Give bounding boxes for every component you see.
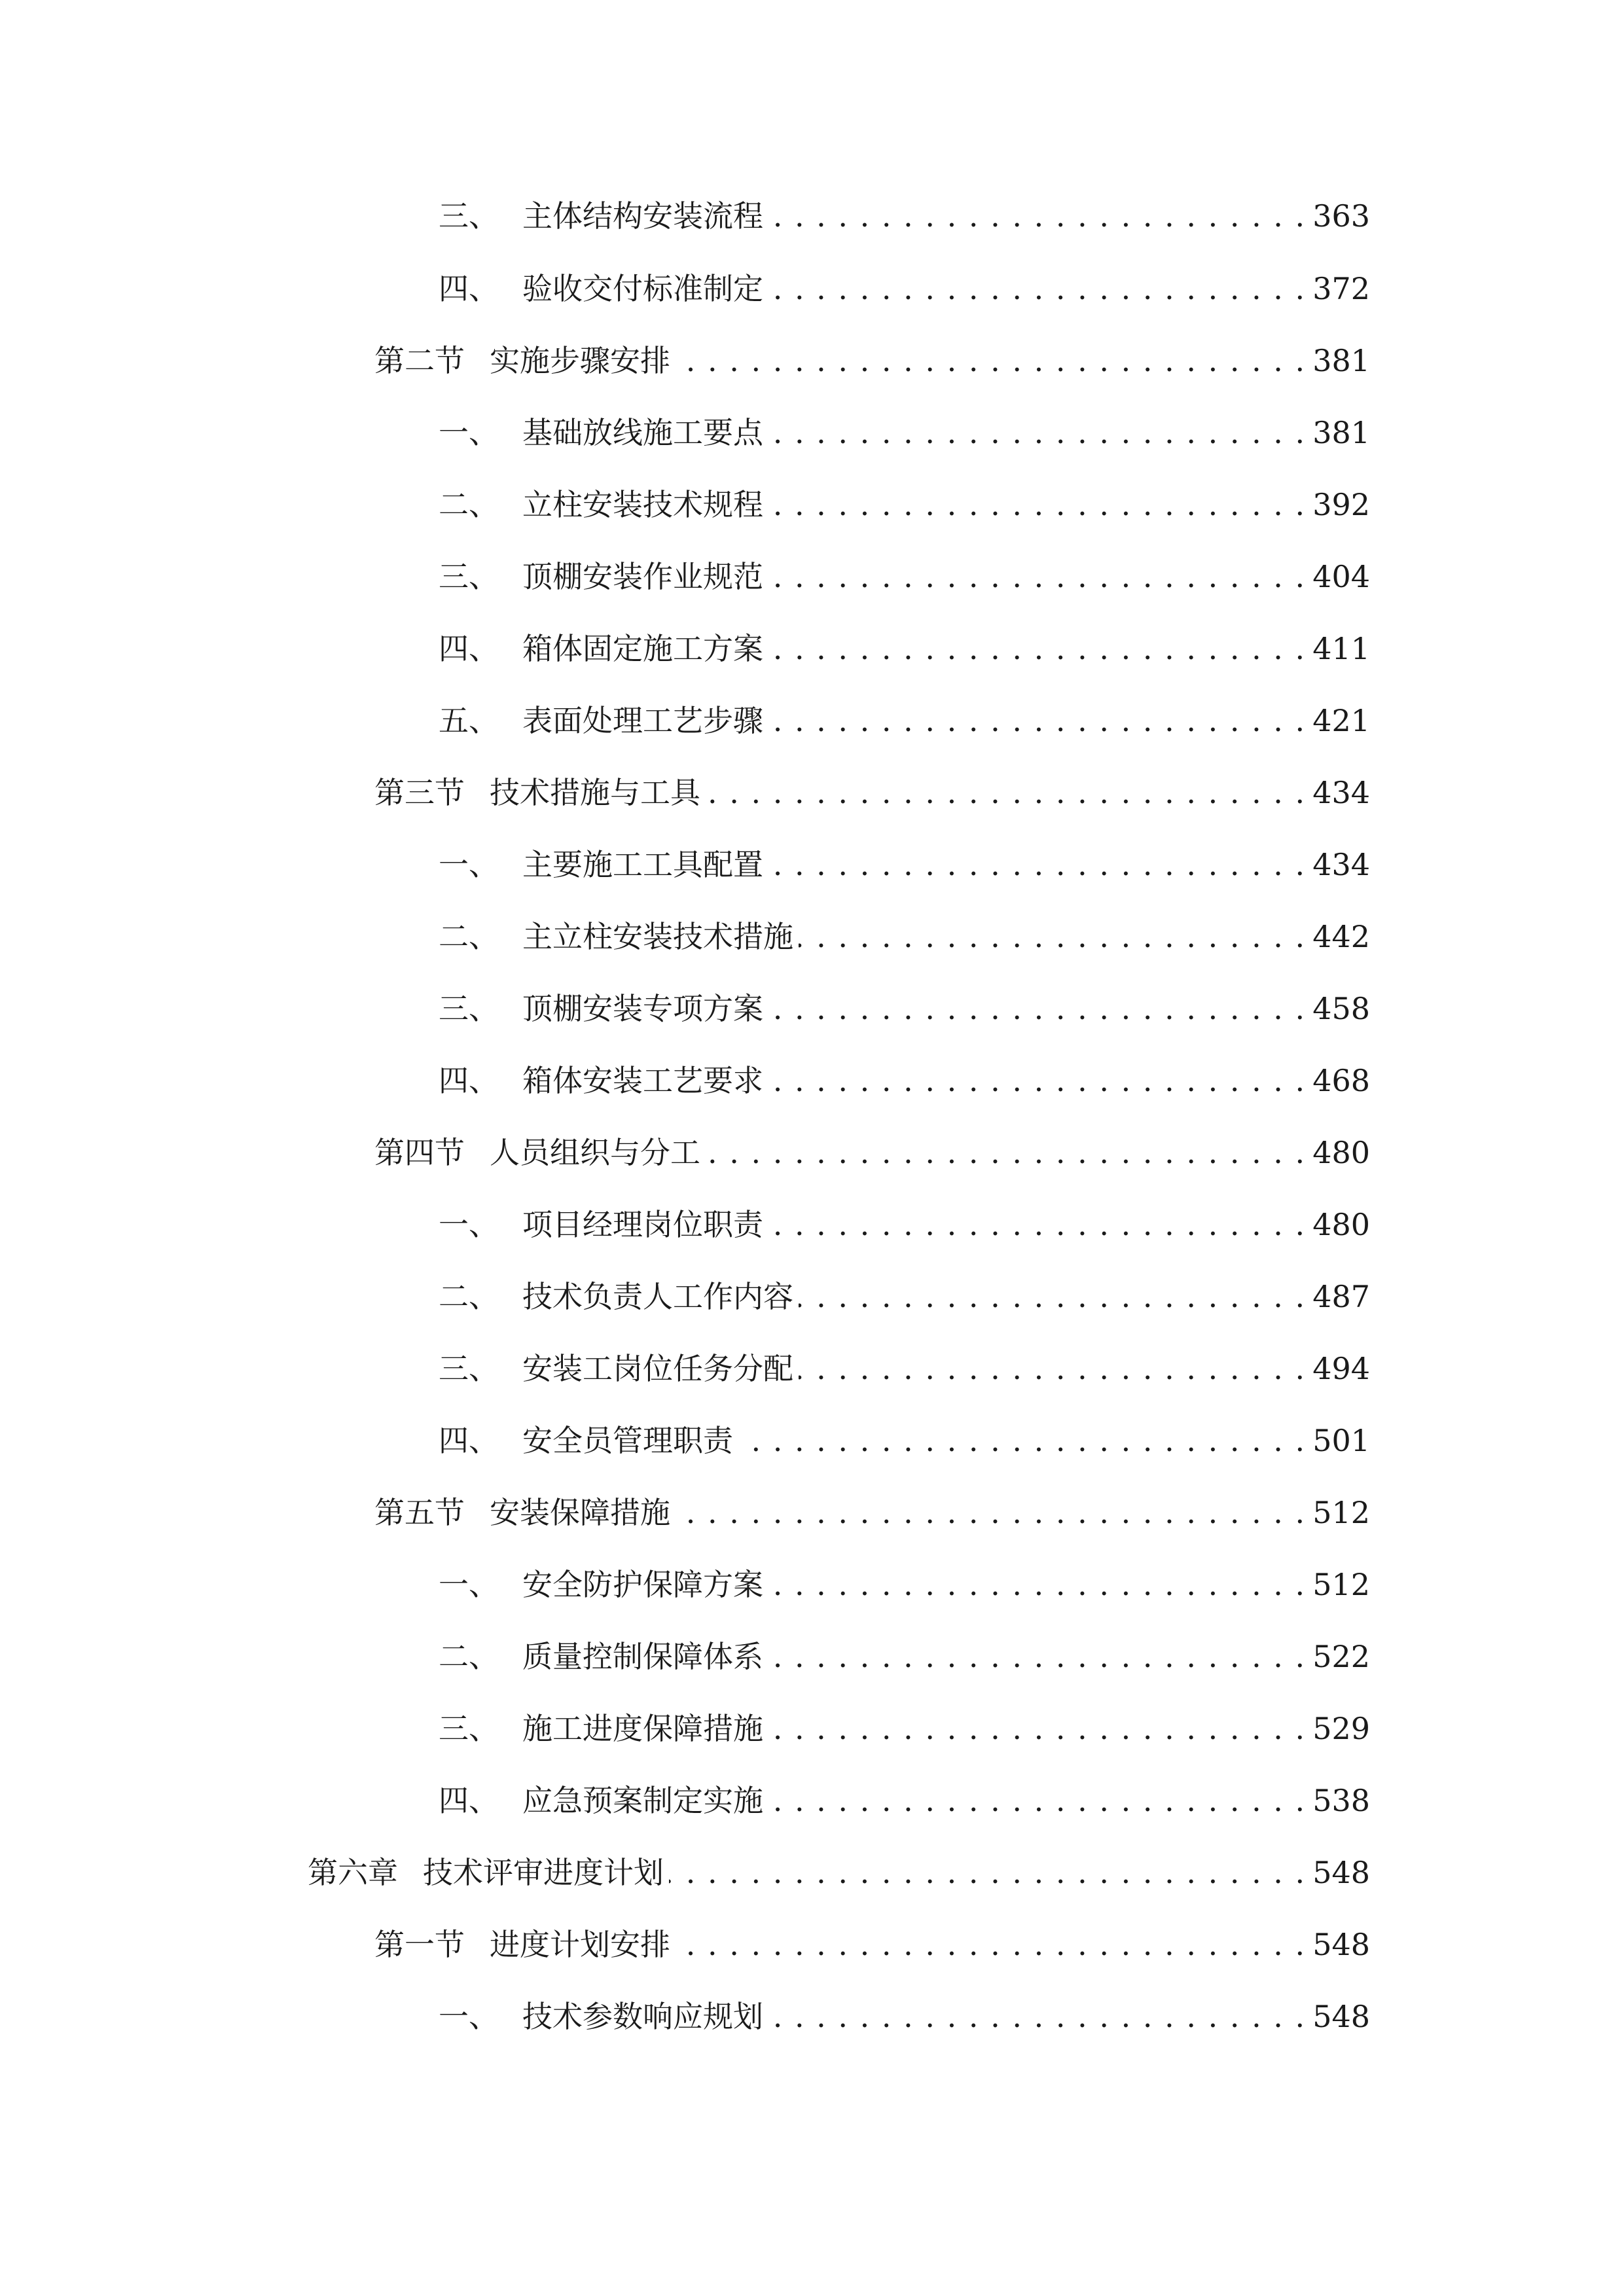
toc-entry-page: 480	[1312, 1135, 1370, 1170]
toc-dot-leader	[768, 986, 1306, 1031]
toc-entry-title: 安装保障措施	[490, 1495, 670, 1530]
toc-entry[interactable]	[374, 1130, 1370, 1175]
toc-entry-number: 二、	[439, 1639, 499, 1674]
toc-dot-leader	[768, 626, 1306, 672]
toc-entry-page: 434	[1312, 775, 1370, 810]
toc-entry[interactable]	[308, 1850, 1370, 1895]
toc-entry[interactable]	[374, 770, 1370, 816]
toc-entry[interactable]	[439, 698, 1370, 744]
toc-entry-number: 第四节	[374, 1135, 465, 1170]
toc-entry-page: 538	[1312, 1783, 1370, 1818]
toc-entry-title: 进度计划安排	[490, 1927, 670, 1962]
toc-entry-title: 质量控制保障体系	[522, 1639, 763, 1674]
toc-dot-leader	[768, 1994, 1306, 2039]
toc-entry-page: 529	[1312, 1711, 1370, 1746]
toc-dot-leader	[676, 1490, 1306, 1535]
toc-entry-title: 技术评审进度计划	[423, 1855, 664, 1890]
toc-entry-page: 372	[1312, 271, 1370, 306]
toc-entry-title: 验收交付标准制定	[522, 271, 763, 306]
toc-entry-page: 548	[1312, 1855, 1370, 1890]
toc-entry[interactable]	[439, 1634, 1370, 1679]
toc-entry-number: 三、	[439, 991, 499, 1026]
toc-entry-number: 四、	[439, 631, 499, 666]
toc-entry-page: 404	[1312, 559, 1370, 594]
toc-dot-leader	[768, 554, 1306, 600]
toc-entry[interactable]	[439, 266, 1370, 312]
toc-entry[interactable]	[439, 1706, 1370, 1751]
toc-entry[interactable]	[439, 482, 1370, 528]
toc-entry-title: 安全防护保障方案	[522, 1567, 763, 1602]
toc-entry-number: 四、	[439, 1063, 499, 1098]
toc-dot-leader	[768, 1058, 1306, 1103]
toc-entry-page: 512	[1312, 1495, 1370, 1530]
toc-entry-number: 二、	[439, 919, 499, 954]
toc-entry-title: 表面处理工艺步骤	[522, 703, 763, 738]
toc-entry[interactable]	[439, 1778, 1370, 1823]
toc-entry-page: 548	[1312, 1999, 1370, 2034]
toc-entry-page: 458	[1312, 991, 1370, 1026]
toc-entry-title: 安装工岗位任务分配	[522, 1351, 793, 1386]
toc-dot-leader	[768, 266, 1306, 312]
toc-entry[interactable]	[439, 1418, 1370, 1463]
toc-dot-leader	[676, 338, 1306, 384]
toc-entry-title: 应急预案制定实施	[522, 1783, 763, 1818]
toc-entry-number: 二、	[439, 1279, 499, 1314]
toc-dot-leader	[799, 1346, 1306, 1391]
toc-entry-page: 468	[1312, 1063, 1370, 1098]
toc-entry-number: 四、	[439, 1783, 499, 1818]
toc-dot-leader	[768, 1706, 1306, 1751]
toc-entry-title: 主要施工工具配置	[522, 847, 763, 882]
toc-entry-number: 第六章	[308, 1855, 398, 1890]
toc-dot-leader	[768, 193, 1306, 239]
toc-entry[interactable]	[374, 1922, 1370, 1967]
toc-entry[interactable]	[374, 1490, 1370, 1535]
toc-entry-number: 三、	[439, 1351, 499, 1386]
toc-entry[interactable]	[439, 842, 1370, 888]
toc-dot-leader	[768, 482, 1306, 528]
toc-entry-title: 箱体固定施工方案	[522, 631, 763, 666]
toc-dot-leader	[738, 1418, 1306, 1463]
toc-entry-page: 512	[1312, 1567, 1370, 1602]
toc-entry-number: 五、	[439, 703, 499, 738]
toc-entry[interactable]	[439, 193, 1370, 239]
toc-entry[interactable]	[439, 1562, 1370, 1607]
toc-dot-leader	[768, 842, 1306, 888]
toc-entry-number: 三、	[439, 198, 499, 234]
toc-entry-title: 技术措施与工具	[490, 775, 700, 810]
toc-entry-page: 487	[1312, 1279, 1370, 1314]
toc-entry-page: 411	[1312, 631, 1370, 666]
toc-dot-leader	[768, 698, 1306, 744]
toc-entry-number: 三、	[439, 559, 499, 594]
toc-entry-number: 一、	[439, 415, 499, 450]
toc-entry-page: 501	[1312, 1423, 1370, 1458]
toc-entry-number: 一、	[439, 1567, 499, 1602]
toc-entry-title: 施工进度保障措施	[522, 1711, 763, 1746]
toc-dot-leader	[799, 1274, 1306, 1319]
toc-entry[interactable]	[439, 1994, 1370, 2039]
toc-entry-title: 箱体安装工艺要求	[522, 1063, 763, 1098]
toc-dot-leader	[768, 410, 1306, 456]
toc-entry-number: 第三节	[374, 775, 465, 810]
toc-entry-title: 安全员管理职责	[522, 1423, 733, 1458]
toc-dot-leader	[768, 1778, 1306, 1823]
toc-entry-title: 顶棚安装专项方案	[522, 991, 763, 1026]
toc-entry-number: 第一节	[374, 1927, 465, 1962]
toc-entry-page: 548	[1312, 1927, 1370, 1962]
toc-entry-page: 392	[1312, 487, 1370, 522]
toc-entry-number: 四、	[439, 271, 499, 306]
toc-dot-leader	[676, 1922, 1306, 1967]
toc-dot-leader	[768, 1634, 1306, 1679]
toc-entry[interactable]	[439, 1202, 1370, 1247]
toc-entry[interactable]	[439, 914, 1370, 960]
toc-entry-number: 第二节	[374, 343, 465, 378]
toc-entry-number: 二、	[439, 487, 499, 522]
toc-entry-number: 一、	[439, 847, 499, 882]
toc-entry-number: 四、	[439, 1423, 499, 1458]
toc-entry-page: 434	[1312, 847, 1370, 882]
toc-entry-number: 三、	[439, 1711, 499, 1746]
toc-entry-page: 381	[1312, 343, 1370, 378]
toc-entry[interactable]	[439, 626, 1370, 672]
toc-dot-leader	[768, 1202, 1306, 1247]
toc-entry[interactable]	[439, 554, 1370, 600]
toc-entry-page: 381	[1312, 415, 1370, 450]
toc-entry-title: 顶棚安装作业规范	[522, 559, 763, 594]
toc-entry-number: 第五节	[374, 1495, 465, 1530]
toc-dot-leader	[799, 914, 1306, 960]
toc-entry-page: 421	[1312, 703, 1370, 738]
toc-entry-page: 442	[1312, 919, 1370, 954]
toc-entry-page: 480	[1312, 1207, 1370, 1242]
toc-entry[interactable]	[374, 338, 1370, 384]
toc-entry-title: 主体结构安装流程	[522, 198, 763, 234]
toc-dot-leader	[706, 770, 1306, 816]
toc-entry-title: 基础放线施工要点	[522, 415, 763, 450]
toc-entry-number: 一、	[439, 1999, 499, 2034]
toc-entry[interactable]	[439, 1274, 1370, 1319]
toc-entry-title: 技术参数响应规划	[522, 1999, 763, 2034]
toc-entry-title: 立柱安装技术规程	[522, 487, 763, 522]
toc-entry[interactable]	[439, 1346, 1370, 1391]
toc-entry[interactable]	[439, 1058, 1370, 1103]
toc-dot-leader	[706, 1130, 1306, 1175]
toc-entry[interactable]	[439, 986, 1370, 1031]
toc-entry-number: 一、	[439, 1207, 499, 1242]
toc-entry-title: 主立柱安装技术措施	[522, 919, 793, 954]
toc-entry-title: 技术负责人工作内容	[522, 1279, 793, 1314]
toc-entry-title: 人员组织与分工	[490, 1135, 700, 1170]
toc-entry-page: 494	[1312, 1351, 1370, 1386]
toc-entry-page: 363	[1312, 198, 1370, 234]
toc-entry-page: 522	[1312, 1639, 1370, 1674]
toc-entry-title: 实施步骤安排	[490, 343, 670, 378]
toc-entry[interactable]	[439, 410, 1370, 456]
toc-dot-leader	[669, 1850, 1306, 1895]
toc-dot-leader	[768, 1562, 1306, 1607]
toc-entry-title: 项目经理岗位职责	[522, 1207, 763, 1242]
